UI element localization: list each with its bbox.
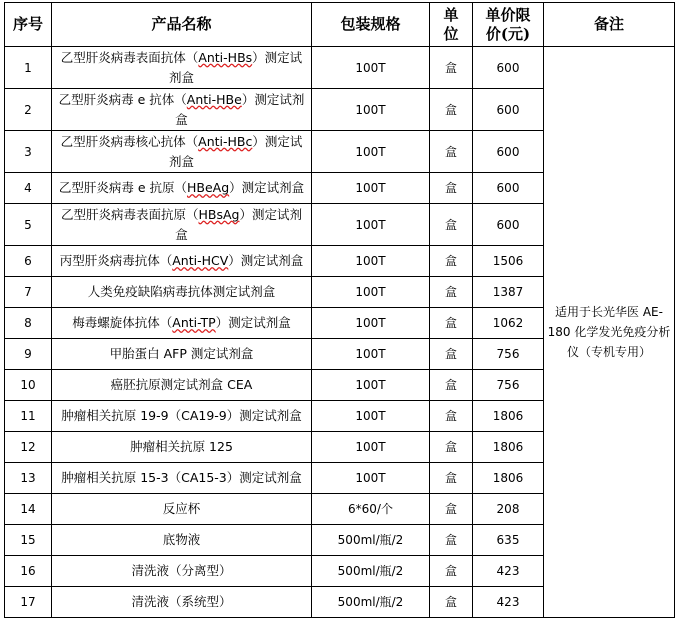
row-price: 600 [473,47,544,89]
row-product-name: 乙型肝炎病毒 e 抗原（HBeAg）测定试剂盒 [52,173,312,204]
table-row [5,47,675,89]
row-unit: 盒 [430,587,473,618]
row-price: 1062 [473,308,544,339]
row-product-name: 梅毒螺旋体抗体（Anti-TP）测定试剂盒 [52,308,312,339]
row-price: 1806 [473,463,544,494]
row-spec: 100T [312,339,430,370]
row-spec: 500ml/瓶/2 [312,556,430,587]
row-spec: 500ml/瓶/2 [312,525,430,556]
row-price: 600 [473,89,544,131]
row-product-name: 丙型肝炎病毒抗体（Anti-HCV）测定试剂盒 [52,246,312,277]
row-product-name: 人类免疫缺陷病毒抗体测定试剂盒 [52,277,312,308]
row-seq: 13 [5,463,52,494]
row-spec: 100T [312,370,430,401]
header-note: 备注 [544,3,675,47]
row-seq: 7 [5,277,52,308]
row-product-name: 清洗液（分离型） [52,556,312,587]
row-seq: 17 [5,587,52,618]
row-product-name: 清洗液（系统型） [52,587,312,618]
row-seq: 10 [5,370,52,401]
row-seq: 9 [5,339,52,370]
row-unit: 盒 [430,277,473,308]
row-spec: 100T [312,401,430,432]
row-price: 635 [473,525,544,556]
row-seq: 11 [5,401,52,432]
row-seq: 1 [5,47,52,89]
row-unit: 盒 [430,556,473,587]
row-unit: 盒 [430,432,473,463]
row-product-name: 肿瘤相关抗原 15-3（CA15-3）测定试剂盒 [52,463,312,494]
header-name: 产品名称 [52,3,312,47]
row-product-name: 肿瘤相关抗原 125 [52,432,312,463]
row-price: 600 [473,173,544,204]
row-price: 1506 [473,246,544,277]
row-product-name: 肿瘤相关抗原 19-9（CA19-9）测定试剂盒 [52,401,312,432]
row-unit: 盒 [430,89,473,131]
row-spec: 100T [312,131,430,173]
row-unit: 盒 [430,494,473,525]
row-spec: 100T [312,463,430,494]
row-unit: 盒 [430,204,473,246]
row-spec: 100T [312,277,430,308]
row-spec: 100T [312,89,430,131]
row-product-name: 反应杯 [52,494,312,525]
header-unit: 单位 [430,3,473,47]
row-unit: 盒 [430,47,473,89]
row-product-name: 乙型肝炎病毒 e 抗体（Anti-HBe）测定试剂盒 [52,89,312,131]
row-seq: 2 [5,89,52,131]
note-cell: 适用于长光华医 AE-180 化学发光免疫分析仪（专机专用） [544,47,675,618]
row-unit: 盒 [430,131,473,173]
row-unit: 盒 [430,401,473,432]
row-price: 756 [473,339,544,370]
header-row [5,3,675,47]
row-price: 423 [473,587,544,618]
row-unit: 盒 [430,463,473,494]
row-spec: 100T [312,432,430,463]
row-unit: 盒 [430,370,473,401]
header-price: 单价限价(元) [473,3,544,47]
row-spec: 100T [312,246,430,277]
row-price: 756 [473,370,544,401]
row-spec: 100T [312,308,430,339]
row-seq: 5 [5,204,52,246]
row-price: 1387 [473,277,544,308]
row-seq: 8 [5,308,52,339]
row-product-name: 乙型肝炎病毒表面抗体（Anti-HBs）测定试剂盒 [52,47,312,89]
row-seq: 14 [5,494,52,525]
row-unit: 盒 [430,339,473,370]
header-spec: 包装规格 [312,3,430,47]
row-seq: 16 [5,556,52,587]
row-product-name: 乙型肝炎病毒核心抗体（Anti-HBc）测定试剂盒 [52,131,312,173]
row-product-name: 甲胎蛋白 AFP 测定试剂盒 [52,339,312,370]
price-table [4,2,675,618]
row-seq: 4 [5,173,52,204]
header-seq: 序号 [5,3,52,47]
row-price: 600 [473,204,544,246]
row-seq: 6 [5,246,52,277]
row-spec: 6*60/个 [312,494,430,525]
row-price: 1806 [473,432,544,463]
row-seq: 15 [5,525,52,556]
row-unit: 盒 [430,308,473,339]
row-price: 208 [473,494,544,525]
row-spec: 500ml/瓶/2 [312,587,430,618]
row-price: 600 [473,131,544,173]
row-spec: 100T [312,47,430,89]
row-seq: 3 [5,131,52,173]
row-unit: 盒 [430,246,473,277]
row-price: 423 [473,556,544,587]
row-spec: 100T [312,204,430,246]
row-product-name: 癌胚抗原测定试剂盒 CEA [52,370,312,401]
row-price: 1806 [473,401,544,432]
row-seq: 12 [5,432,52,463]
row-product-name: 底物液 [52,525,312,556]
row-product-name: 乙型肝炎病毒表面抗原（HBsAg）测定试剂盒 [52,204,312,246]
row-unit: 盒 [430,525,473,556]
row-unit: 盒 [430,173,473,204]
row-spec: 100T [312,173,430,204]
